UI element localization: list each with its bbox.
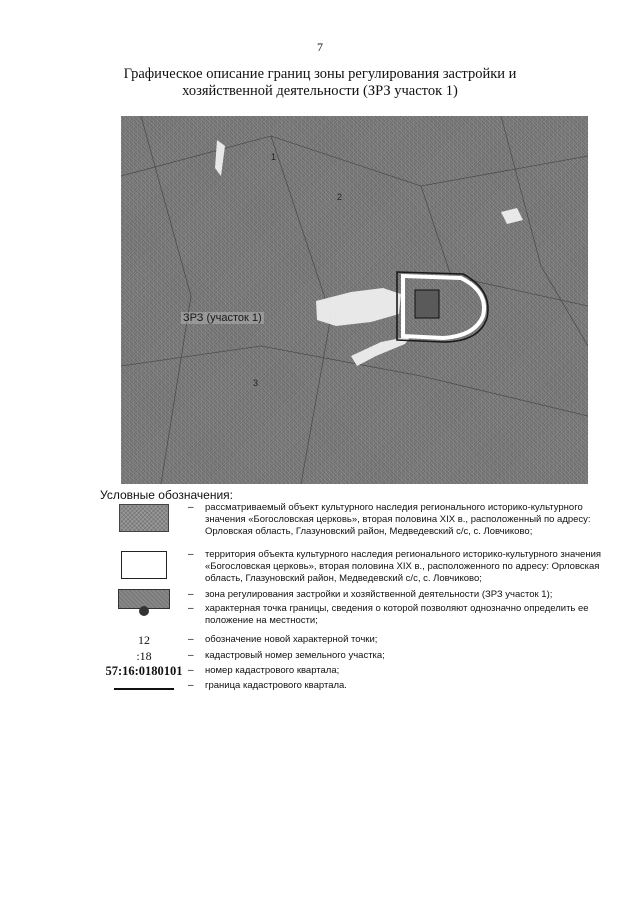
legend-text: кадастровый номер земельного участка; [205,650,385,661]
legend-text: территория объекта культурного наследия регионального историко-культурного значения «Богословская церковь», вторая половина XIX в., расположенного по адресу: Орловская область, Глазуновский район, Медведевский с/с, с. Ловчиково; [205,549,602,584]
ground-patch [501,208,523,224]
legend-text: рассматриваемый объект культурного наследия регионального историко-культурного значения «Богословская церковь», вторая половина XIX в., расположенный по адресу: Орловская область, Глазуновский район, Медведевский с/с, с. Ловчиково; [205,502,591,537]
legend-item [96,680,616,694]
point-marker [139,606,149,616]
legend-text: зона регулирования застройки и хозяйственной деятельности (ЗРЗ участок 1); [205,589,553,600]
legend-dash: – [188,680,194,691]
legend-item [96,665,616,679]
object-swatch-box [119,504,169,532]
legend-item [96,502,616,546]
cadastral-number-symbol: :18 [136,649,152,663]
quarter-number-symbol: 57:16:0180101 [105,664,183,678]
legend-text: обозначение новой характерной точки; [205,634,378,645]
title-line-1: Графическое описание границ зоны регулирования застройки и [123,66,517,82]
map-drawing [121,116,588,484]
legend-text: номер кадастрового квартала; [205,665,340,676]
legend-dash: – [188,502,194,513]
legend-dash: – [188,650,194,661]
point-swatch [96,606,192,616]
legend-item [96,603,616,629]
church-object [415,290,439,318]
legend-dash: – [188,634,194,645]
legend-item [96,549,616,589]
page-number: 7 [317,40,323,54]
point-number: 2 [337,192,343,202]
new-point-symbol: 12 [138,633,150,647]
zone-label: ЗРЗ (участок 1) [183,312,262,324]
object-swatch [96,504,192,537]
quarter-boundary-swatch [96,680,192,698]
territory-swatch-box [121,551,167,579]
title-line-2: хозяйственной деятельности (ЗРЗ участок 1) [182,83,458,99]
legend-item [96,589,616,603]
parcel-line [141,116,191,484]
legend-item [96,634,616,648]
legend-dash: – [188,665,194,676]
legend-text: характерная точка границы, сведения о которой позволяют однозначно определить ее положение на местности; [205,603,589,626]
quarter-boundary-line [114,688,174,690]
legend-dash: – [188,603,194,614]
ground-patch [215,140,225,176]
legend-dash: – [188,589,194,600]
point-number: 1 [271,152,277,162]
legend-heading: Условные обозначения: [100,488,233,502]
point-number: 3 [253,378,259,388]
territory-swatch [96,551,192,584]
parcel-line [501,116,588,346]
legend-dash: – [188,549,194,560]
legend-text: граница кадастрового квартала. [205,680,347,691]
document-title [100,66,540,100]
zone-boundary [397,272,488,342]
ground-patch [316,288,401,326]
aerial-map [121,116,588,484]
parcel-line [421,186,588,306]
legend-item [96,650,616,664]
